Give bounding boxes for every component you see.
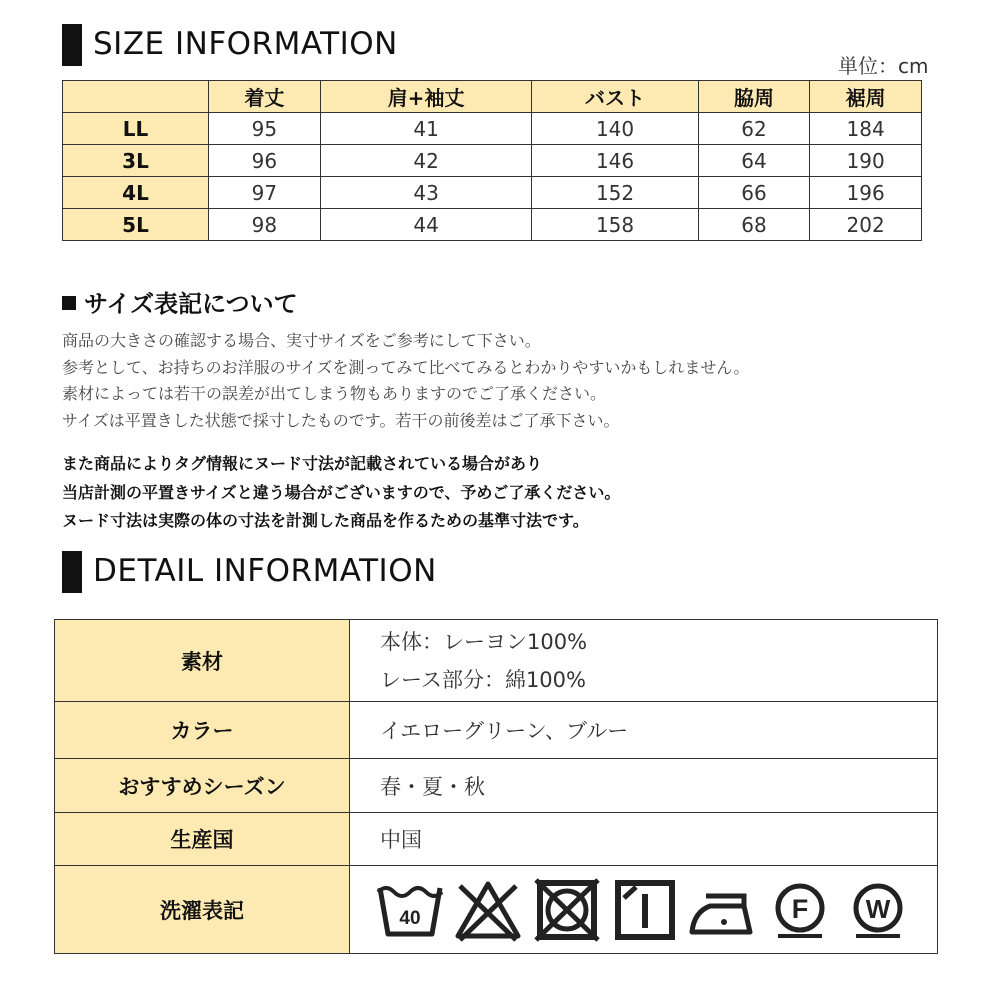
size-value: 196: [810, 177, 922, 209]
iron-low-icon: [688, 878, 756, 942]
size-value: 146: [532, 145, 698, 177]
square-bullet-icon: [62, 296, 76, 310]
size-value: 62: [698, 113, 810, 145]
size-label: LL: [63, 113, 209, 145]
no-tumble-dry-icon: [532, 878, 600, 942]
bold-note-line: 当店計測の平置きサイズと違う場合がございますので、予めご了承ください。: [62, 482, 621, 502]
material-label: 素材: [55, 620, 350, 702]
season-value: 春・夏・秋: [350, 759, 938, 813]
size-value: 95: [209, 113, 321, 145]
size-notes-body: [62, 328, 749, 434]
size-info-title: SIZE INFORMATION: [93, 26, 398, 62]
size-value: 98: [209, 209, 321, 241]
wetclean-letter: W: [865, 893, 891, 924]
size-value: 68: [698, 209, 810, 241]
size-label: 4L: [63, 177, 209, 209]
material-line: レース部分：綿100%: [380, 667, 586, 692]
dry-clean-f-icon: [766, 878, 834, 942]
corner-cell: [63, 81, 209, 113]
size-value: 190: [810, 145, 922, 177]
detail-row-material: [55, 620, 938, 702]
column-header: バスト: [532, 81, 698, 113]
size-value: 152: [532, 177, 698, 209]
table-row: [63, 113, 922, 145]
note-line: 素材によっては若干の誤差が出てしまう物もありますのでご了承ください。: [62, 384, 607, 403]
table-row: [63, 145, 922, 177]
size-notes-heading-text: サイズ表記について: [84, 290, 298, 318]
column-header: 着丈: [209, 81, 321, 113]
detail-row-care: [55, 866, 938, 954]
material-value: [350, 620, 938, 702]
dryclean-letter: F: [791, 893, 809, 924]
wash-40-icon: [376, 878, 444, 942]
size-value: 158: [532, 209, 698, 241]
section-marker: [62, 551, 82, 593]
no-bleach-icon: [454, 878, 522, 942]
note-line: サイズは平置きした状態で採寸したものです。若干の前後差はご了承下さい。: [62, 410, 620, 430]
care-symbols: [350, 866, 938, 954]
wet-clean-w-icon: [844, 878, 912, 942]
size-table: [62, 80, 922, 241]
bold-note-line: ヌード寸法は実際の体の寸法を計測した商品を作るための基準寸法です。: [62, 511, 589, 530]
wash-temp: 40: [399, 907, 421, 929]
column-header: 裾周: [810, 81, 922, 113]
unit-label: 単位：cm: [838, 54, 929, 78]
size-value: 96: [209, 145, 321, 177]
origin-value: 中国: [350, 813, 938, 866]
size-value: 202: [810, 209, 922, 241]
size-header-row: [63, 81, 922, 113]
size-value: 41: [320, 113, 532, 145]
nude-size-notes: [62, 450, 620, 536]
size-value: 42: [320, 145, 532, 177]
detail-info-title: DETAIL INFORMATION: [93, 553, 437, 589]
note-line: 商品の大きさの確認する場合、実寸サイズをご参考にして下さい。: [62, 331, 541, 350]
detail-row-origin: [55, 813, 938, 866]
table-row: [63, 209, 922, 241]
size-value: 43: [320, 177, 532, 209]
season-label: おすすめシーズン: [55, 759, 350, 813]
size-value: 140: [532, 113, 698, 145]
table-row: [63, 177, 922, 209]
origin-label: 生産国: [55, 813, 350, 866]
detail-table: [54, 619, 938, 954]
detail-row-season: [55, 759, 938, 813]
care-label: 洗濯表記: [55, 866, 350, 954]
section-marker: [62, 24, 82, 66]
size-value: 66: [698, 177, 810, 209]
material-line: 本体：レーヨン100%: [380, 629, 588, 654]
size-label: 5L: [63, 209, 209, 241]
color-value: イエローグリーン、ブルー: [350, 702, 938, 759]
bold-note-line: また商品によりタグ情報にヌード寸法が記載されている場合があり: [62, 454, 543, 473]
size-value: 184: [810, 113, 922, 145]
detail-row-color: [55, 702, 938, 759]
column-header: 肩+袖丈: [320, 81, 532, 113]
size-label: 3L: [63, 145, 209, 177]
size-notes-heading: [62, 284, 298, 319]
column-header: 脇周: [698, 81, 810, 113]
line-dry-icon: [610, 878, 678, 942]
size-value: 97: [209, 177, 321, 209]
size-value: 64: [698, 145, 810, 177]
note-line: 参考として、お持ちのお洋服のサイズを測ってみて比べてみるとわかりやすいかもしれません。: [62, 357, 750, 377]
size-value: 44: [320, 209, 532, 241]
color-label: カラー: [55, 702, 350, 759]
